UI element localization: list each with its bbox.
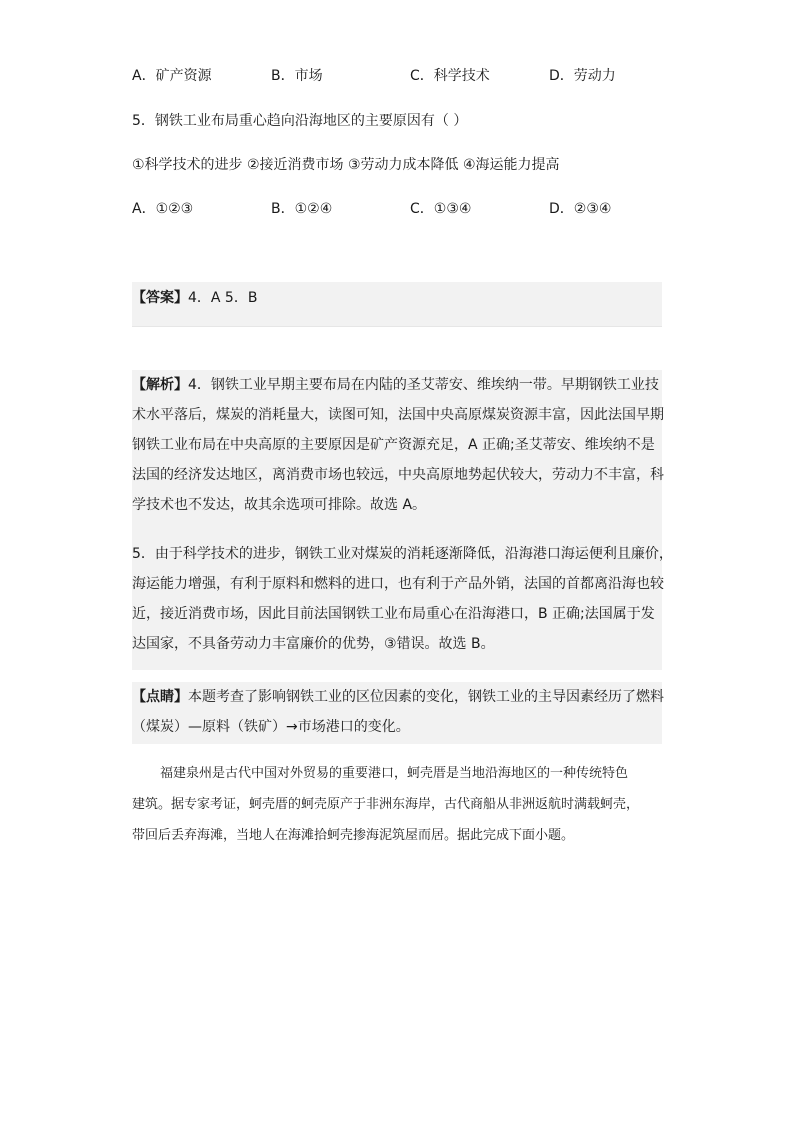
analysis-box [132, 370, 673, 670]
answer-tag: 【答案】 [132, 290, 188, 306]
q5-option-a: A．①②③ [132, 201, 194, 217]
q4-option-d: D．劳动力 [549, 68, 616, 84]
analysis-p4-line-5: 学技术也不发达，故其余选项可排除。故选 A。 [132, 497, 427, 513]
passage-line-2: 建筑。据专家考证，蚵壳厝的蚵壳原产于非洲东海岸，古代商船从非洲返航时满载蚵壳， [132, 797, 640, 812]
analysis-p4-line-4: 法国的经济发达地区，离消费市场也较远，中央高原地势起伏较大，劳动力不丰富，科 [132, 467, 664, 483]
passage-line-3: 带回后丢弃海滩，当地人在海滩拾蚵壳掺海泥筑屋而居。据此完成下面小题。 [132, 828, 575, 843]
analysis-p5-line-3: 近，接近消费市场，因此目前法国钢铁工业布局重心在沿海港口，B 正确;法国属于发 [132, 606, 655, 622]
analysis-p4-line-1: 4．钢铁工业早期主要布局在内陆的圣艾蒂安、维埃纳一带。早期钢铁工业技 [188, 377, 659, 393]
q5-option-c: C．①③④ [410, 201, 472, 217]
analysis-tag: 【解析】 [132, 377, 188, 393]
q5-option-d: D．②③④ [549, 201, 612, 217]
q4-option-c: C．科学技术 [410, 68, 490, 84]
comment-line-2: （煤炭）—原料（铁矿）→市场港口的变化。 [132, 719, 410, 735]
q5-items: ①科学技术的进步 ②接近消费市场 ③劳动力成本降低 ④海运能力提高 [132, 157, 560, 173]
q5-option-b: B．①②④ [271, 201, 333, 217]
passage-line-1: 福建泉州是古代中国对外贸易的重要港口，蚵壳厝是当地沿海地区的一种传统特色 [160, 766, 629, 781]
q4-option-b: B．市场 [271, 68, 323, 84]
comment-line-1: 本题考查了影响钢铁工业的区位因素的变化，钢铁工业的主导因素经历了燃料 [188, 689, 664, 705]
analysis-p5-line-2: 海运能力增强，有利于原料和燃料的进口，也有利于产品外销，法国的首都离沿海也较 [132, 576, 664, 592]
comment-tag: 【点睛】 [132, 689, 188, 705]
analysis-p4-line-3: 钢铁工业布局在中央高原的主要原因是矿产资源充足，A 正确;圣艾蒂安、维埃纳不是 [132, 437, 655, 453]
analysis-p4-line-2: 术水平落后，煤炭的消耗量大，读图可知，法国中央高原煤炭资源丰富，因此法国早期 [132, 407, 664, 423]
analysis-p5-line-1: 5．由于科学技术的进步，钢铁工业对煤炭的消耗逐渐降低，沿海港口海运便利且廉价， [132, 546, 673, 562]
q5-stem: 5．钢铁工业布局重心趋向沿海地区的主要原因有（ ） [132, 113, 468, 129]
answer-box [132, 282, 662, 326]
answer-text: 4．A 5．B [188, 290, 258, 306]
divider [132, 326, 662, 327]
comment-box [132, 682, 662, 744]
q4-option-a: A．矿产资源 [132, 68, 212, 84]
analysis-p5-line-4: 达国家，不具备劳动力丰富廉价的优势，③错误。故选 B。 [132, 636, 495, 652]
